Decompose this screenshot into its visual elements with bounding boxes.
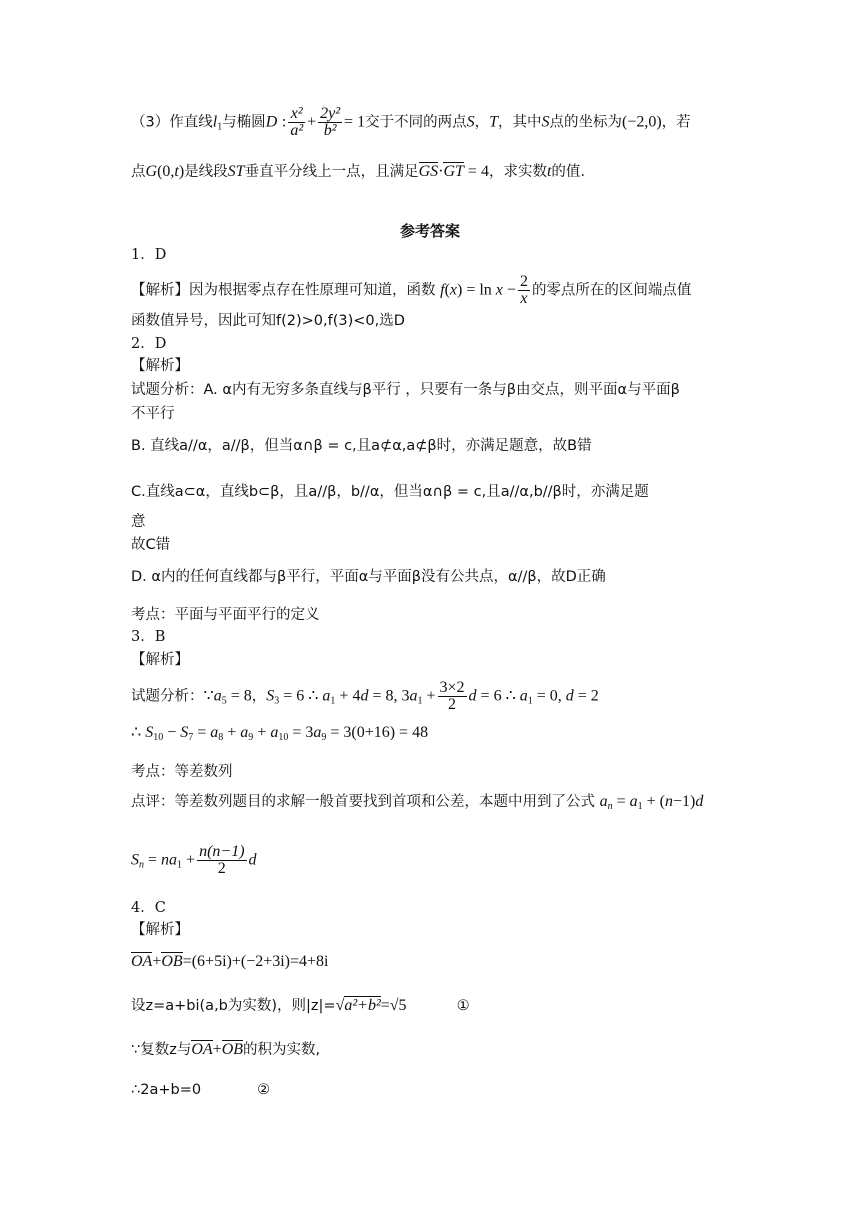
- answer-3-topic: 考点：等差数列: [131, 764, 233, 780]
- answer-3-comment: 点评：等差数列题目的求解一般首要找到首项和公差，本题中用到了公式 $a_n = a_1 + (n-1)d$: [131, 793, 704, 812]
- answer-1: 1．D: [131, 247, 167, 263]
- answer-4-header: 【解析】: [131, 922, 189, 938]
- answer-3-explanation-2: ∴ $S_{10} - S_7 = a_8 + a_9 + a_{10} = 3a_9 = 3(0+16) = 48$: [131, 724, 429, 743]
- answer-3-explanation-1: 试题分析：$\because a_5 = 8$，$S_3 = 6$ ∴ $a_1 + 4d = 8$, $3a_1$ + $\frac{3\times 2}{2}$ d = 6 ∴ $a_1 = 0$, d = 2: [131, 679, 599, 713]
- answer-4: 4．C: [131, 900, 166, 916]
- answers-heading: 参考答案: [399, 222, 460, 240]
- answer-2-header: 【解析】: [131, 358, 189, 374]
- answer-3-formula: $S_n = na_1$ + $\frac{n(n-1)}{2}$ d: [131, 843, 257, 877]
- answer-2-explanation-7: D. α内的任何直线都与β平行，平面α与平面β没有公共点，α//β，故D正确: [131, 569, 606, 585]
- answer-1-explanation-2: 函数值异号，因此可知f(2)>0,f(3)<0,选D: [131, 313, 405, 329]
- answer-2-explanation-6: 故C错: [131, 537, 171, 553]
- answer-4-explanation-1: OA+OB=(6+5i)+(−2+3i)=4+8i: [131, 953, 329, 970]
- answer-2-explanation-1: 试题分析：A. α内有无穷多条直线与β平行 ，只要有一条与β由交点，则平面α与平面β: [131, 382, 680, 398]
- answer-2: 2．D: [131, 336, 167, 352]
- answer-4-explanation-4: ∴2a+b=0 ②: [131, 1082, 271, 1098]
- q3-line1: （3）作直线$l_1$与椭圆D : $\frac{\text{x²}}{\text{a²}}$ + $\frac{\text{2y²}}{\text{b²}}$ = 1交于不同的两点S，T，其中S点的坐标为(−2,0)，若: [131, 105, 691, 139]
- answer-4-explanation-3: ∵复数z与OA+OB的积为实数,: [131, 1041, 321, 1058]
- answer-2-topic: 考点：平面与平面平行的定义: [131, 607, 320, 623]
- answer-2-explanation-3: B. 直线a//α，a//β，但当α∩β = c,且a⊄α,a⊄β时，亦满足题意，故B错: [131, 438, 592, 454]
- answer-1-explanation-1: 【解析】因为根据零点存在性原理可知道，函数 f(x) = ln x − $\frac{2}{x}$ 的零点所在的区间端点值: [131, 273, 692, 307]
- answer-2-explanation-4: C.直线a⊂α，直线b⊂β，且a//β，b//α，但当α∩β = c,且a//α,b//β时，亦满足题: [131, 484, 649, 500]
- q3-line2: 点G(0,t)是线段ST垂直平分线上一点，且满足GS·GT = 4，求实数t的值.: [131, 163, 586, 180]
- answer-2-explanation-2: 不平行: [131, 406, 175, 422]
- answer-4-explanation-2: 设z=a+bi(a,b为实数)，则|z|=√a²+b²=√5 ①: [131, 997, 470, 1014]
- answer-3-header: 【解析】: [131, 652, 189, 668]
- answer-2-explanation-5: 意: [131, 514, 146, 530]
- answer-3: 3．B: [131, 629, 166, 645]
